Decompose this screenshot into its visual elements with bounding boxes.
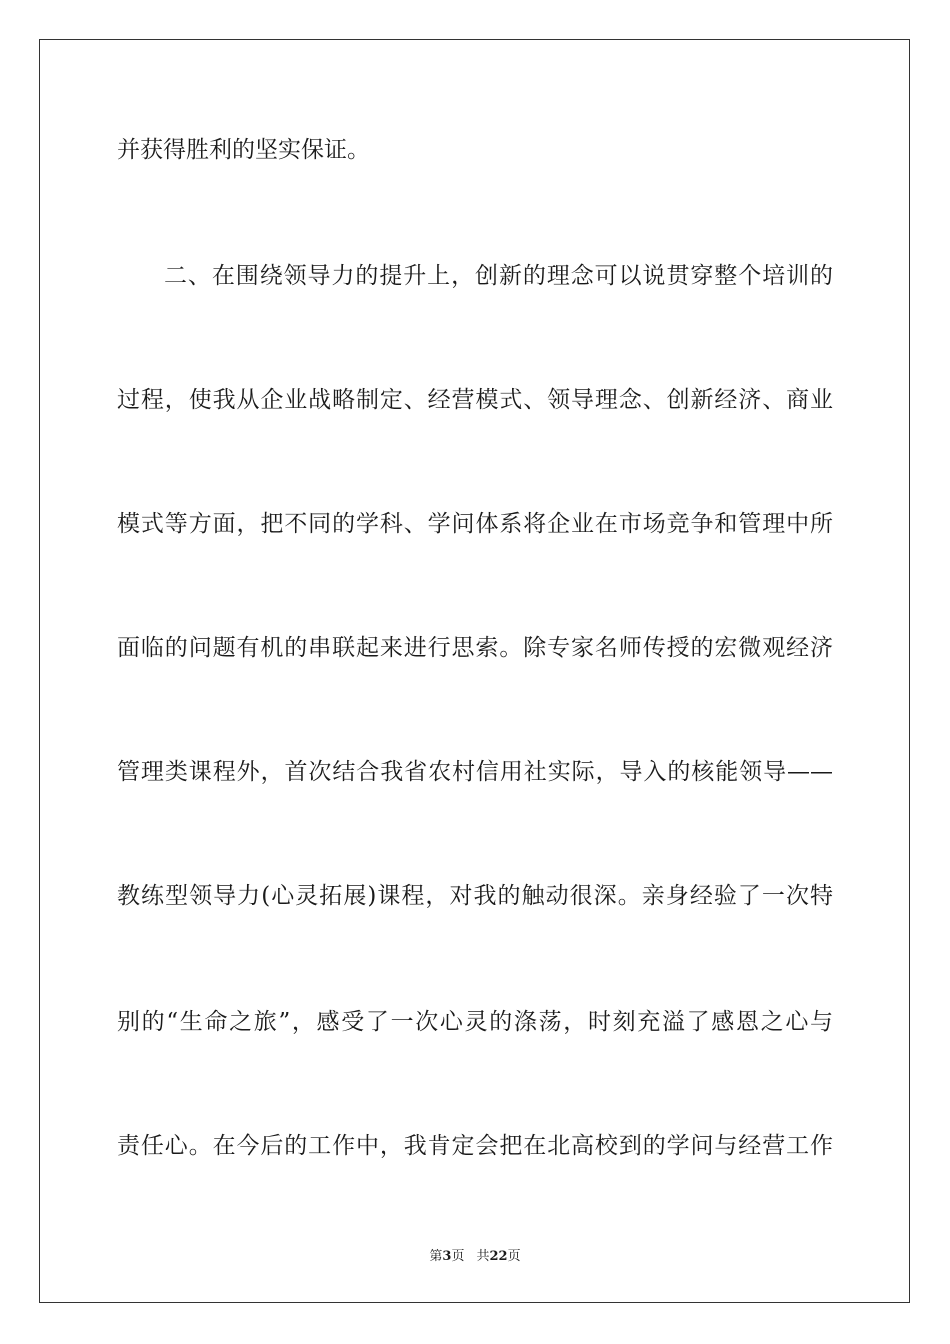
- total-label-suffix: 页: [507, 1249, 521, 1264]
- page-label-suffix: 页: [451, 1249, 465, 1264]
- paragraph-line: 并获得胜利的坚实保证。: [117, 137, 370, 163]
- paragraph-line: 责任心。在今后的工作中，我肯定会把在北高校到的学问与经营工作: [117, 1133, 833, 1159]
- total-label-prefix: 共: [476, 1249, 490, 1264]
- page-footer: [0, 1249, 950, 1265]
- paragraph-line: 管理类课程外，首次结合我省农村信用社实际，导入的核能领导——: [117, 759, 833, 785]
- paragraph-line: 模式等方面，把不同的学科、学问体系将企业在市场竞争和管理中所: [117, 511, 833, 537]
- paragraph-line: 别的“生命之旅”，感受了一次心灵的涤荡，时刻充溢了感恩之心与: [117, 1009, 833, 1035]
- page-number: 3: [442, 1249, 452, 1264]
- page-label-prefix: 第: [429, 1249, 443, 1264]
- paragraph-line: 过程，使我从企业战略制定、经营模式、领导理念、创新经济、商业: [117, 387, 833, 413]
- paragraph-line: 面临的问题有机的串联起来进行思索。除专家名师传授的宏微观经济: [117, 635, 833, 661]
- paragraph-line: 教练型领导力(心灵拓展)课程，对我的触动很深。亲身经验了一次特: [117, 883, 833, 909]
- paragraph-line: 二、在围绕领导力的提升上，创新的理念可以说贯穿整个培训的: [164, 263, 833, 289]
- page-border: [39, 39, 910, 1303]
- total-pages: 22: [489, 1249, 508, 1264]
